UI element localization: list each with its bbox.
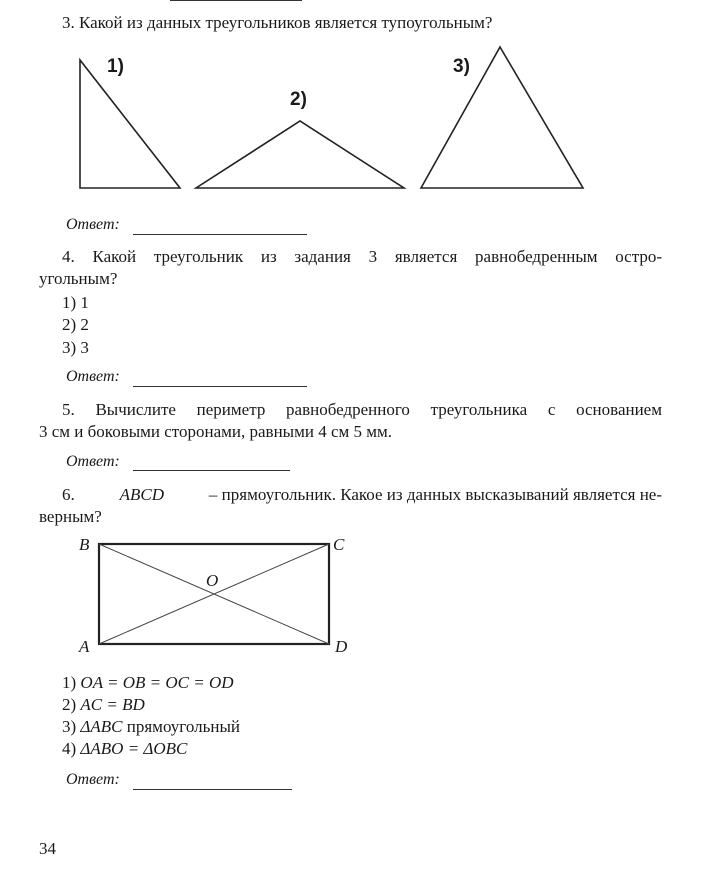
triangle-3: [421, 47, 583, 188]
triangle-1-label: 1): [107, 56, 124, 77]
triangle-2-label: 2): [290, 89, 307, 110]
q6-option-4-expr: ΔABO = ΔOBC: [80, 739, 188, 758]
point-c-label: C: [333, 535, 345, 554]
question-6-line1: [62, 484, 662, 506]
q6-option-1-expr: OA = OB = OC = OD: [80, 673, 234, 692]
q6-option-4: [62, 738, 187, 759]
question-6-line2: верным?: [39, 507, 102, 526]
q4-option-2: 2) 2: [62, 315, 89, 334]
q6-option-3-suffix: прямоугольный: [126, 717, 240, 736]
point-o-label: O: [206, 571, 219, 590]
q6-answer-label: Ответ:: [66, 771, 120, 788]
q4-option-1: 1) 1: [62, 293, 89, 312]
question-5-line2: 3 см и боковыми сторонами, равными 4 см 5 мм.: [39, 422, 393, 441]
q5-answer-field[interactable]: [133, 470, 290, 471]
point-d-label: D: [335, 637, 348, 656]
q6-option-2: [62, 694, 145, 715]
triangle-2: [196, 121, 404, 188]
q6-option-2-num: 2): [62, 695, 77, 714]
q6-option-3: [62, 716, 240, 737]
triangle-3-label: 3): [453, 56, 470, 77]
point-b-label: B: [79, 535, 90, 554]
q6-option-1-num: 1): [62, 673, 77, 692]
page-number: 34: [39, 839, 56, 858]
q3-answer-field[interactable]: [133, 234, 307, 235]
q4-option-3: 3) 3: [62, 338, 89, 357]
question-4-line2: угольным?: [39, 269, 118, 288]
q6-number: 6.: [62, 485, 75, 504]
q6-option-2-expr: AC = BD: [80, 695, 145, 714]
q5-answer-label: Ответ:: [66, 453, 120, 470]
q4-answer-field[interactable]: [133, 386, 307, 387]
q4-answer-label: Ответ:: [66, 368, 120, 385]
q6-line1-rest: – прямоугольник. Какое из данных высказываний является не-: [208, 485, 662, 504]
question-4-line1: 4. Какой треугольник из задания 3 является равнобедренным остро-: [62, 247, 662, 266]
q6-option-3-expr: ΔABC: [80, 717, 123, 736]
q6-option-1: [62, 672, 234, 693]
q6-answer-field[interactable]: [133, 789, 292, 790]
triangle-1: [80, 60, 180, 188]
question-5-line1: 5. Вычислите периметр равнобедренного треугольника с основанием: [62, 400, 662, 419]
q3-answer-label: Ответ:: [66, 216, 120, 233]
question-3-text: 3. Какой из данных треугольников является тупоугольным?: [62, 13, 493, 32]
q6-option-4-num: 4): [62, 739, 77, 758]
q6-option-3-num: 3): [62, 717, 77, 736]
point-a-label: A: [79, 637, 90, 656]
q6-abcd: ABCD: [119, 485, 165, 504]
